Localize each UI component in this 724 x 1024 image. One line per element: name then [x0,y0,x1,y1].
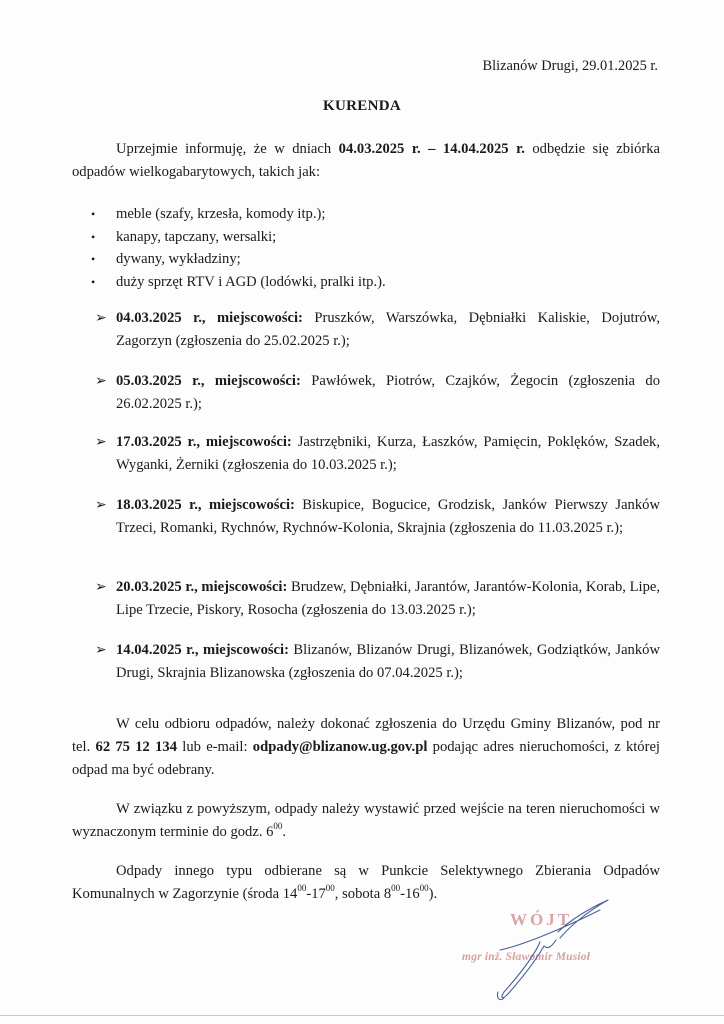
arrow-bullet-icon: ➢ [95,580,107,595]
schedule-date: 04.03.2025 r., miejscowości: [116,310,303,326]
intro-paragraph [72,138,660,184]
bullet-icon: • [91,229,96,244]
schedule-places: Jastrzębniki, Kurza, Łaszków, Pamięcin, Poklęków, Szadek, Wyganki, Żerniki (zgłoszenia do 10.03.2025 r.); [116,434,660,473]
waste-types-list [89,203,386,293]
schedule-entry [95,494,660,540]
intro-text-2: odbędzie się zbiórka odpadów wielkogabarytowych, takich jak: [72,141,661,180]
arrow-bullet-icon: ➢ [95,498,107,513]
phone-number: 62 75 12 134 [95,739,177,755]
list-item: • dywany, wykładziny; [89,248,386,271]
bullet-icon: • [91,207,96,221]
arrow-bullet-icon: ➢ [95,311,107,326]
intro-dates: 04.03.2025 r. – 14.04.2025 r. [338,141,525,157]
handwritten-signature [440,880,630,1010]
schedule-entry [95,639,660,685]
arrow-bullet-icon: ➢ [95,374,107,389]
document-title: KURENDA [323,98,401,114]
schedule-places: Brudzew, Dębniałki, Jarantów, Jarantów-Kolonia, Korab, Lipe, Lipe Trzecie, Piskory, Rosocha (zgłoszenia do 13.03.2025 r.); [116,579,661,618]
stamp-name: mgr inż. Sławomir Musioł [462,951,591,963]
schedule-places: Pawłówek, Piotrów, Czajków, Żegocin (zgłoszenia do 26.02.2025 r.); [116,373,660,412]
bullet-icon: • [91,252,96,266]
list-item: • meble (szafy, krzesła, komody itp.); [89,203,386,226]
schedule-places: Biskupice, Bogucice, Grodzisk, Janków Pierwszy Janków Trzeci, Romanki, Rychnów, Rychnów-Kolonia, Skrajnia (zgłoszenia do 11.03.2025 r.); [116,497,660,536]
schedule-date: 17.03.2025 r., miejscowości: [116,434,292,450]
arrow-bullet-icon: ➢ [95,435,107,450]
page-edge-line [0,1015,724,1016]
schedule-entry [95,431,660,477]
arrow-bullet-icon: ➢ [95,643,107,658]
contact-paragraph: W celu odbioru odpadów, należy dokonać zgłoszenia do Urzędu Gminy Blizanów, pod nr tel. 62 75 12 134 lub e-mail: odpady@blizanow.ug.gov.pl podając adres nieruchomości, z której odpad ma być odebrany. [72,716,660,778]
place-date: Blizanów Drugi, 29.01.2025 r. [482,58,658,74]
placement-paragraph: W związku z powyższym, odpady należy wystawić przed wejście na teren nieruchomości w wyznaczonym terminie do godz. $6^{00}$. [72,801,660,840]
list-item: • duży sprzęt RTV i AGD (lodówki, pralki itp.). [89,271,386,294]
email-address: odpady@blizanow.ug.gov.pl [252,739,428,755]
bullet-icon: • [91,274,96,289]
schedule-date: 14.04.2025 r., miejscowości: [116,642,289,658]
schedule-places: Pruszków, Warszówka, Dębniałki Kaliskie, Dojutrów, Zagorzyn (zgłoszenia do 25.02.2025 r.); [116,310,661,349]
intro-text-1: Uprzejmie informuję, że w dniach [116,141,339,157]
schedule-date: 20.03.2025 r., miejscowości: [116,579,288,595]
list-item: • kanapy, tapczany, wersalki; [89,226,386,249]
schedule-entry [95,307,660,353]
schedule-date: 18.03.2025 r., miejscowości: [116,497,295,513]
pszok-paragraph: Odpady innego typu odbierane są w Punkcie Selektywnego Zbierania Odpadów Komunalnych w Zagorzynie (środa $14^{00}-17^{00}$, sobota $8^{00}-16^{00}$). [72,863,660,902]
stamp-title: WÓJT [510,910,573,929]
schedule-date: 05.03.2025 r., miejscowości: [116,373,301,389]
schedule-entry [95,576,660,622]
schedule-entry [95,370,660,416]
schedule-places: Blizanów, Blizanów Drugi, Blizanówek, Godziątków, Janków Drugi, Skrajnia Blizanowska (zgłoszenia do 07.04.2025 r.); [116,642,660,681]
